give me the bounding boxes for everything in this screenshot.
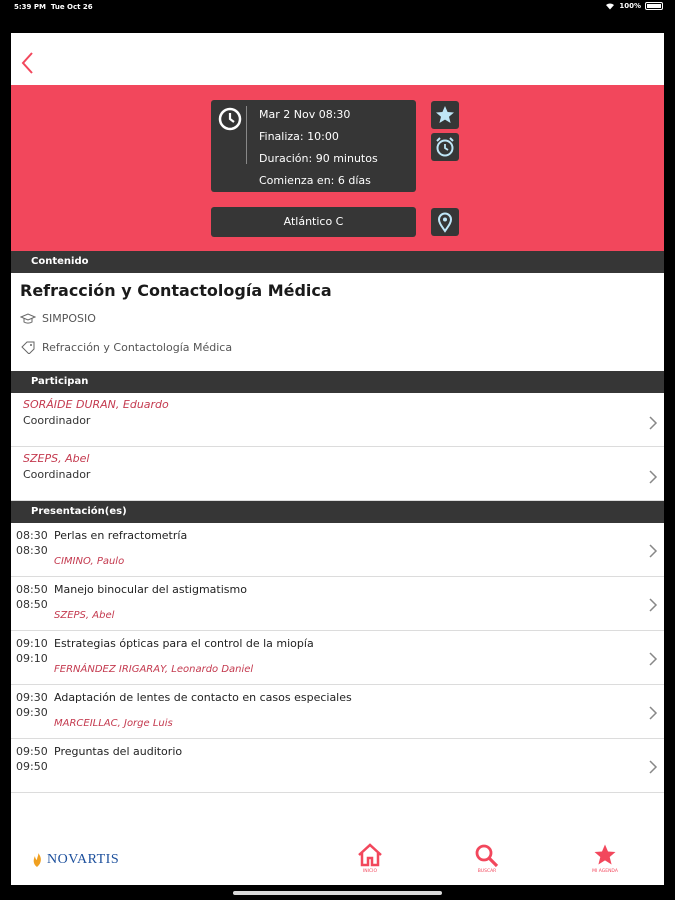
presentation-title: Estrategias ópticas para el control de la miopía (54, 637, 314, 650)
presentation-row[interactable] (11, 577, 664, 631)
presentation-row[interactable] (11, 739, 664, 793)
tab-search-label: BUSCAR (477, 869, 497, 874)
session-tag (20, 340, 232, 354)
chevron-right-icon (648, 597, 658, 613)
divider (246, 106, 247, 164)
novartis-logo (31, 852, 119, 868)
star-icon (433, 103, 457, 127)
presentation-title: Preguntas del auditorio (54, 745, 183, 758)
presentation-row[interactable] (11, 631, 664, 685)
participant-name: SORÁIDE DURAN, Eduardo (23, 398, 169, 411)
session-title: Refracción y Contactología Médica (20, 281, 332, 300)
alarm-icon (433, 135, 457, 159)
tab-search[interactable] (457, 843, 517, 883)
status-time-value: 5:39 PM (14, 3, 46, 11)
home-indicator (233, 891, 442, 895)
session-type (20, 312, 96, 325)
status-bar (0, 0, 675, 14)
chevron-right-icon (648, 705, 658, 721)
event-end: Finaliza: 10:00 (259, 130, 339, 143)
presentation-start-time: 08:50 (16, 583, 48, 596)
presentation-speaker: FERNÁNDEZ IRIGARAY, Leonardo Daniel (54, 664, 254, 675)
favorite-button[interactable] (431, 101, 459, 129)
event-date: Mar 2 Nov 08:30 (259, 108, 351, 121)
mortarboard-icon (20, 313, 36, 325)
presentation-start-time: 09:50 (16, 745, 48, 758)
tab-home[interactable] (340, 843, 400, 883)
novartis-flame-icon (31, 852, 43, 868)
chevron-right-icon (648, 651, 658, 667)
event-starts-in: Comienza en: 6 días (259, 174, 371, 187)
presentation-end-time: 09:30 (16, 706, 48, 719)
participant-row[interactable] (11, 393, 664, 447)
presentation-start-time: 08:30 (16, 529, 48, 542)
participant-role: Coordinador (23, 414, 91, 427)
presentation-row[interactable] (11, 523, 664, 577)
presentation-title: Adaptación de lentes de contacto en casos especiales (54, 691, 352, 704)
clock-icon (217, 106, 243, 132)
session-type-label: SIMPOSIO (42, 312, 96, 325)
star-tab-icon (592, 843, 618, 867)
wifi-icon (605, 2, 615, 10)
brand-name: NOVARTIS (47, 852, 120, 867)
presentation-title: Manejo binocular del astigmatismo (54, 583, 247, 596)
presentation-end-time: 09:50 (16, 760, 48, 773)
section-header-participants: Participan (11, 371, 664, 393)
presentation-end-time: 09:10 (16, 652, 48, 665)
location-button[interactable] (431, 208, 459, 236)
chevron-right-icon (648, 759, 658, 775)
presentation-speaker: MARCEILLAC, Jorge Luis (54, 718, 173, 729)
nav-bar (11, 33, 664, 85)
chevron-right-icon (648, 415, 658, 431)
search-icon (474, 843, 500, 867)
presentation-row[interactable] (11, 685, 664, 739)
tab-home-label: INICIO (362, 869, 378, 874)
tab-bar (11, 833, 664, 885)
participant-role: Coordinador (23, 468, 91, 481)
presentation-end-time: 08:50 (16, 598, 48, 611)
presentation-speaker: CIMINO, Paulo (54, 556, 125, 567)
tab-agenda[interactable] (575, 843, 635, 883)
tag-icon (20, 340, 36, 354)
status-date: Tue Oct 26 (50, 3, 93, 11)
chevron-right-icon (648, 469, 658, 485)
app-screen (11, 33, 664, 885)
presentation-start-time: 09:10 (16, 637, 48, 650)
status-time (14, 3, 93, 11)
tab-agenda-label: MI AGENDA (592, 869, 618, 874)
presentation-start-time: 09:30 (16, 691, 48, 704)
battery-icon (645, 2, 663, 10)
location-pin-icon (433, 210, 457, 234)
room-box: Atlántico C (211, 207, 416, 237)
presentation-title: Perlas en refractometría (54, 529, 188, 542)
participant-row[interactable] (11, 447, 664, 501)
alarm-button[interactable] (431, 133, 459, 161)
session-tag-label: Refracción y Contactología Médica (42, 340, 233, 354)
participant-name: SZEPS, Abel (23, 452, 90, 465)
event-header (11, 85, 664, 251)
presentation-end-time: 08:30 (16, 544, 48, 557)
section-header-presentations: Presentación(es) (11, 501, 664, 523)
section-header-content: Contenido (11, 251, 664, 273)
home-icon (357, 843, 383, 867)
battery-percent: 100% (619, 2, 641, 10)
event-duration: Duración: 90 minutos (259, 152, 378, 165)
back-chevron-icon[interactable] (19, 51, 37, 75)
presentation-speaker: SZEPS, Abel (54, 610, 115, 621)
status-right (605, 2, 663, 10)
event-time-box (211, 100, 416, 192)
chevron-right-icon (648, 543, 658, 559)
